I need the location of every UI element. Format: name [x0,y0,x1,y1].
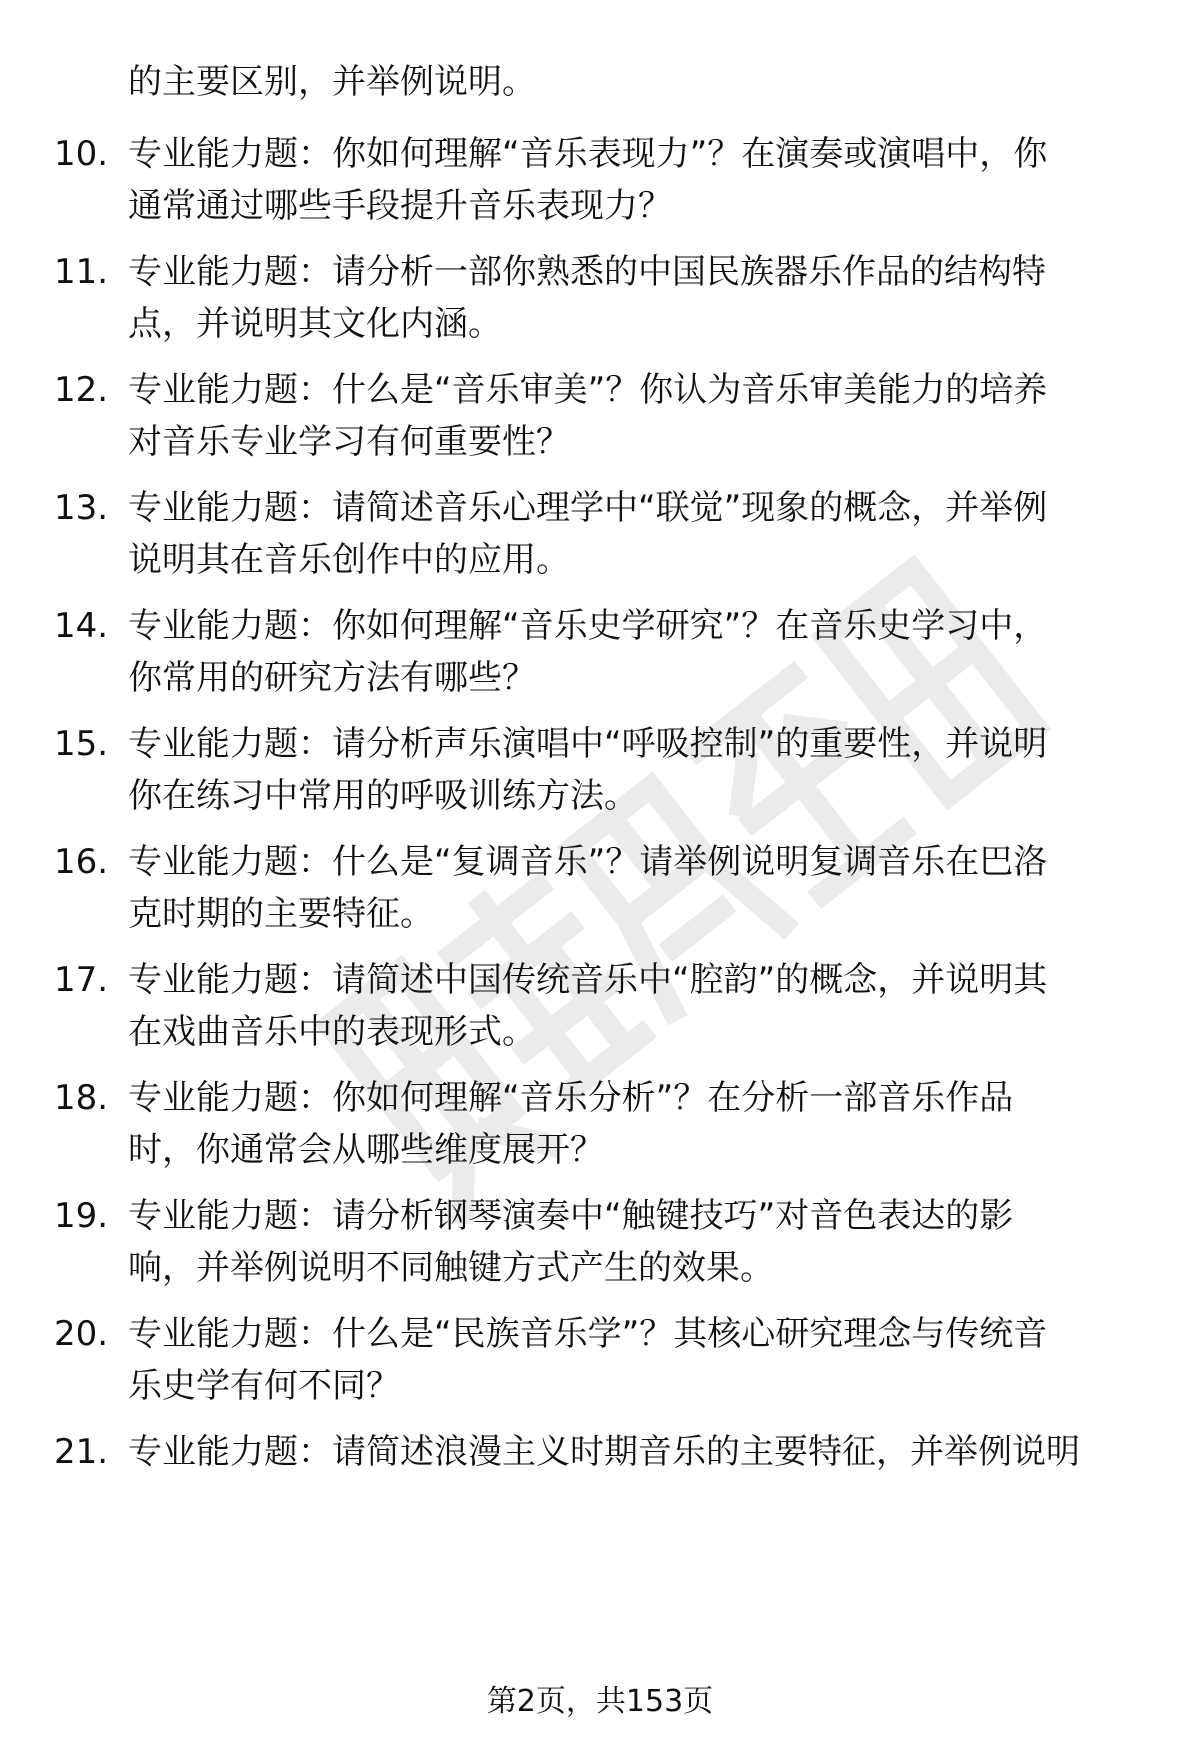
question-text-line: 克时期的主要特征。 [128,894,434,934]
question-text-line: 专业能力题：请分析钢琴演奏中“触键技巧”对音色表达的影 [128,1196,1014,1236]
page-footer: 第2页，共153页 [486,1684,714,1719]
question-text [128,954,1138,1058]
question-text [128,1308,1138,1412]
question-number: 13. [54,488,109,528]
question-text [128,1190,1138,1294]
question-text [128,600,1138,704]
question-text [128,1072,1138,1176]
question-number: 20. [54,1314,109,1354]
question-number: 12. [54,370,109,410]
question-text-line: 点，并说明其文化内涵。 [128,304,502,344]
question-text [128,1426,1138,1478]
question-text-line: 你在练习中常用的呼吸训练方法。 [128,776,638,816]
question-text-line: 乐史学有何不同？ [128,1366,400,1406]
continued-text: 的主要区别，并举例说明。 [128,62,536,102]
question-number: 18. [54,1078,109,1118]
question-text-line: 你常用的研究方法有哪些？ [128,658,536,698]
question-number: 11. [54,252,109,292]
question-text-line: 专业能力题：请简述中国传统音乐中“腔韵”的概念，并说明其 [128,960,1048,1000]
question-number: 19. [54,1196,109,1236]
question-text-line: 时，你通常会从哪些维度展开？ [128,1130,604,1170]
question-text [128,128,1138,232]
question-text [128,364,1138,468]
question-text-line: 专业能力题：请分析一部你熟悉的中国民族器乐作品的结构特 [128,252,1046,292]
question-text-line: 专业能力题：什么是“民族音乐学”？其核心研究理念与传统音 [128,1314,1048,1354]
question-text-line: 响，并举例说明不同触键方式产生的效果。 [128,1248,774,1288]
question-text-line: 专业能力题：你如何理解“音乐分析”？在分析一部音乐作品 [128,1078,1014,1118]
question-text-line: 专业能力题：请分析声乐演唱中“呼吸控制”的重要性，并说明 [128,724,1048,764]
question-number: 14. [54,606,109,646]
question-number: 15. [54,724,109,764]
question-text [128,836,1138,940]
question-text [128,246,1138,350]
question-text-line: 通常通过哪些手段提升音乐表现力？ [128,186,672,226]
question-text-line: 专业能力题：什么是“复调音乐”？请举例说明复调音乐在巴洛 [128,842,1048,882]
question-text-line: 专业能力题：什么是“音乐审美”？你认为音乐审美能力的培养 [128,370,1048,410]
question-text-line: 专业能力题：你如何理解“音乐史学研究”？在音乐史学习中， [128,606,1048,646]
question-text-line: 专业能力题：请简述浪漫主义时期音乐的主要特征，并举例说明 [128,1432,1080,1472]
question-number: 16. [54,842,109,882]
question-text-line: 专业能力题：请简述音乐心理学中“联觉”现象的概念，并举例 [128,488,1048,528]
question-text [128,482,1138,586]
question-text-line: 在戏曲音乐中的表现形式。 [128,1012,536,1052]
question-number: 10. [54,134,109,174]
question-text-line: 专业能力题：你如何理解“音乐表现力”？在演奏或演唱中，你 [128,134,1048,174]
question-number: 21. [54,1432,109,1472]
question-number: 17. [54,960,109,1000]
question-text [128,718,1138,822]
question-text-line: 对音乐专业学习有何重要性？ [128,422,570,462]
question-text-line: 说明其在音乐创作中的应用。 [128,540,570,580]
